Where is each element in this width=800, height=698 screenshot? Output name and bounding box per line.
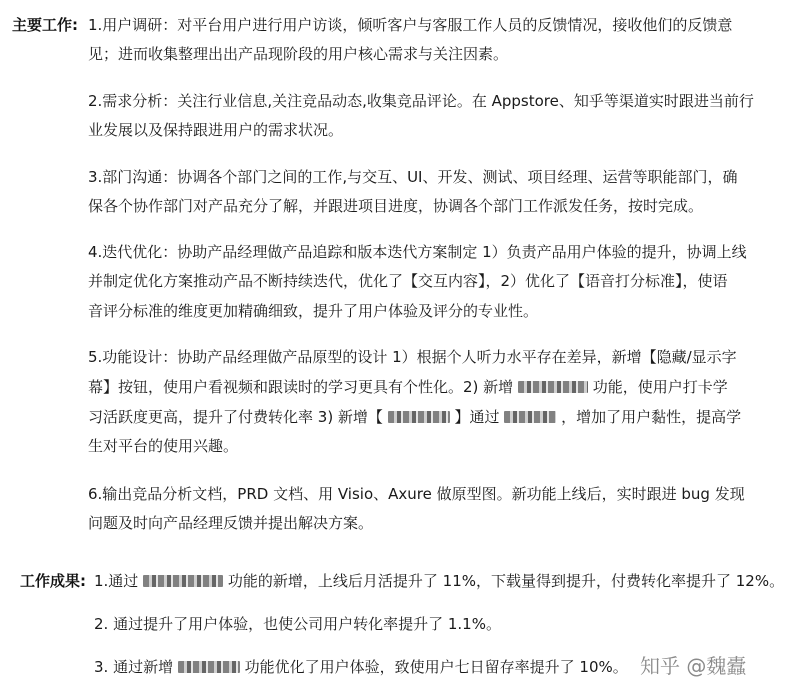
redacted-blur — [518, 381, 588, 393]
item-1-line-1: 1.用户调研：对平台用户进行用户访谈，倾听客户与客服工作人员的反馈情况，接收他们的反馈意 — [88, 16, 733, 34]
item-3-line-1: 3.部门沟通：协调各个部门之间的工作,与交互、UI、开发、测试、项目经理、运营等职能部门，确 — [88, 168, 738, 186]
zhihu-watermark: 知乎 @魏蠹 — [640, 654, 747, 678]
redacted-blur — [143, 575, 223, 587]
result-1-text-a: 1.通过 — [94, 572, 139, 590]
item-2-line-1: 2.需求分析：关注行业信息,关注竞品动态,收集竞品评论。在 Appstore、知乎等渠道实时跟进当前行 — [88, 92, 754, 110]
item-5-line-3-text-c: ，增加了用户黏性，提高学 — [561, 408, 742, 426]
result-1-text-b: 功能的新增，上线后月活提升了 11%，下载量得到提升，付费转化率提升了 12%。 — [227, 572, 785, 590]
item-2-line-2: 业发展以及保持跟进用户的需求状况。 — [88, 121, 344, 139]
redacted-blur — [504, 411, 556, 423]
item-5-line-4: 生对平台的使用兴趣。 — [88, 437, 239, 455]
item-5-line-3-text-a: 习活跃度更高，提升了付费转化率 3) 新增【 — [88, 408, 383, 426]
result-1 — [94, 572, 784, 590]
item-6-line-2: 问题及时向产品经理反馈并提出解决方案。 — [88, 514, 374, 532]
redacted-blur — [178, 661, 240, 673]
item-5-line-1: 5.功能设计：协助产品经理做产品原型的设计 1）根据个人听力水平存在差异，新增【隐藏/显示字 — [88, 348, 737, 366]
item-5-line-3-text-b: 】通过 — [454, 408, 500, 426]
section-label-main-work: 主要工作: — [12, 16, 78, 34]
item-5-line-2 — [88, 378, 728, 396]
item-4-line-1: 4.迭代优化：协助产品经理做产品追踪和版本迭代方案制定 1）负责产品用户体验的提升，协调上线 — [88, 243, 747, 261]
item-4-line-3: 音评分标准的维度更加精确细致，提升了用户体验及评分的专业性。 — [88, 302, 539, 320]
item-5-line-3 — [88, 408, 741, 426]
item-6-line-1: 6.输出竞品分析文档，PRD 文档、用 Visio、Axure 做原型图。新功能上线后，实时跟进 bug 发现 — [88, 485, 745, 503]
result-2: 2. 通过提升了用户体验，也使公司用户转化率提升了 1.1%。 — [94, 615, 501, 633]
result-3-text-b: 功能优化了用户体验，致使用户七日留存率提升了 10%。 — [244, 658, 628, 676]
item-4-line-2: 并制定优化方案推动产品不断持续迭代，优化了【交互内容】，2）优化了【语音打分标准】，使语 — [88, 272, 728, 290]
result-3-text-a: 3. 通过新增 — [94, 658, 174, 676]
item-1-line-2: 见；进而收集整理出出产品现阶段的用户核心需求与关注因素。 — [88, 45, 509, 63]
item-3-line-2: 保各个协作部门对产品充分了解，并跟进项目进度，协调各个部门工作派发任务，按时完成。 — [88, 197, 704, 215]
redacted-blur — [388, 411, 450, 423]
section-label-work-results: 工作成果: — [20, 572, 86, 590]
result-3 — [94, 658, 628, 676]
item-5-line-2-text-b: 功能，使用户打卡学 — [592, 378, 728, 396]
item-5-line-2-text-a: 幕】按钮，使用户看视频和跟读时的学习更具有个性化。2) 新增 — [88, 378, 514, 396]
